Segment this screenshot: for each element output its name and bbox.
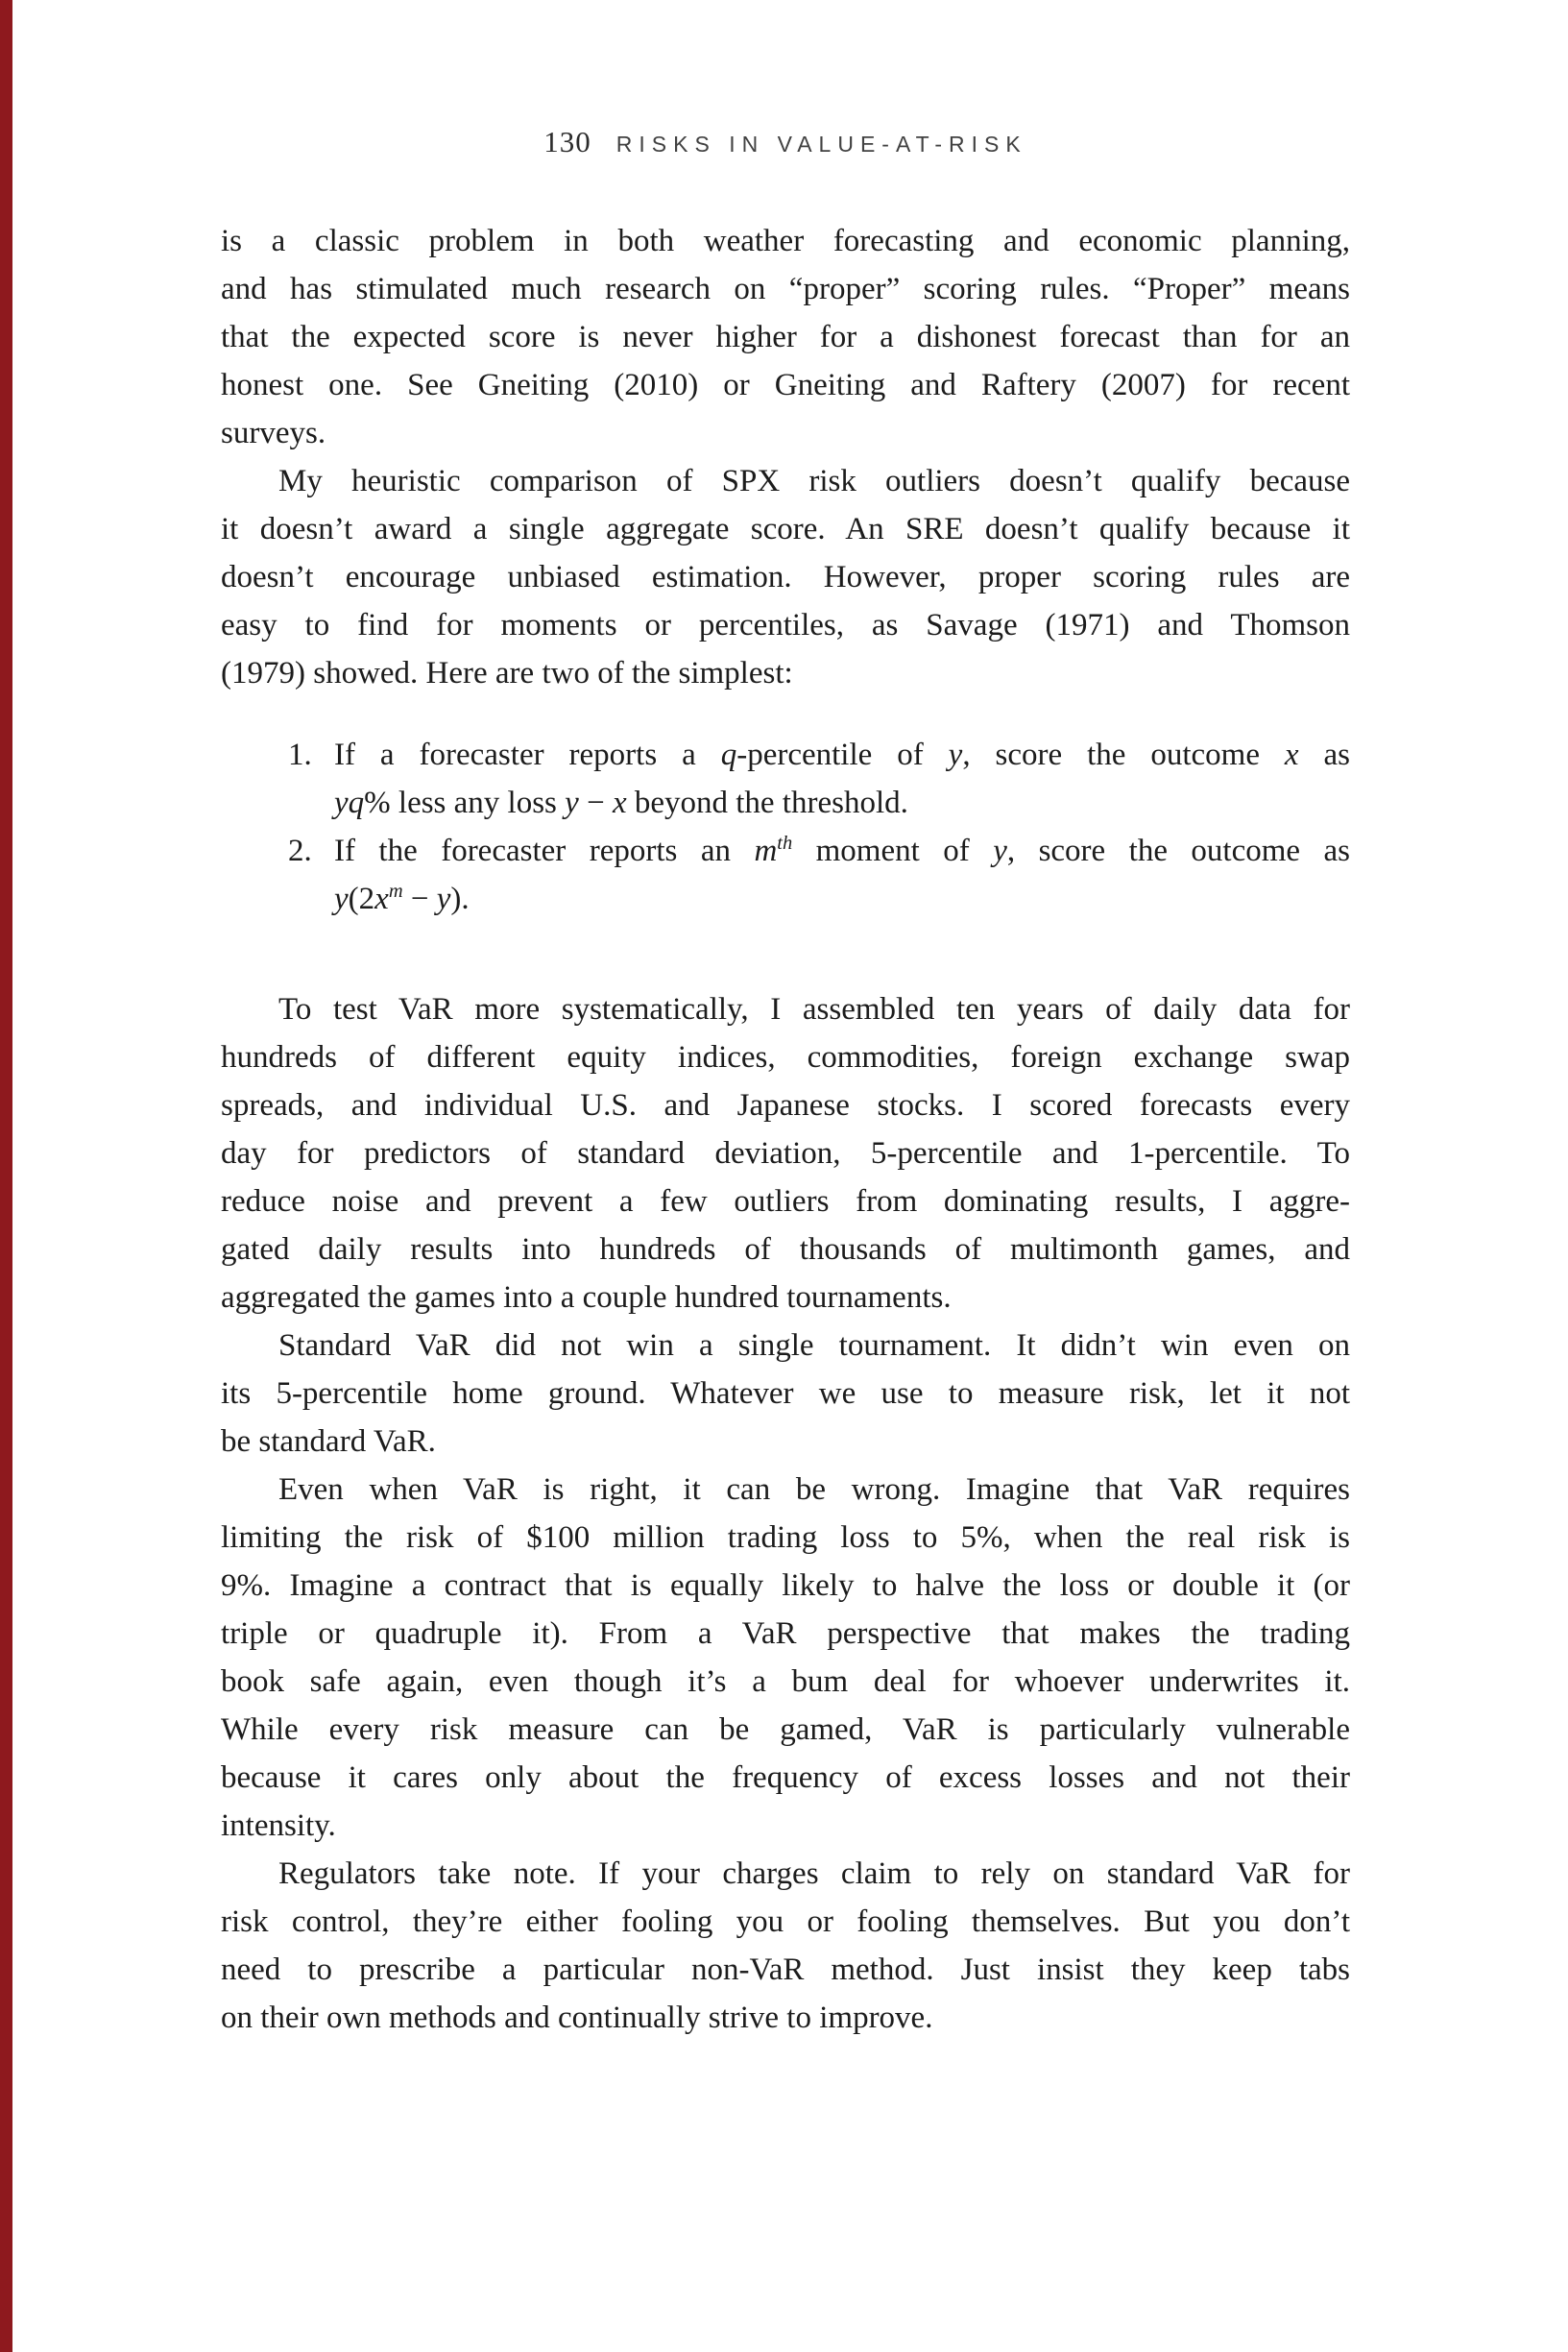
list-item: [221, 827, 1350, 923]
running-title: RISKS IN VALUE-AT-RISK: [615, 132, 1027, 157]
page-body-text: [221, 217, 1350, 2042]
text-line: While every risk measure can be gamed, VaR is particularly vulnerable: [221, 1712, 1350, 1747]
text-line: My heuristic comparison of SPX risk outliers doesn’t qualify because: [278, 464, 1350, 498]
page-header: [221, 125, 1350, 159]
text-line: easy to find for moments or percentiles, as Savage (1971) and Thomson: [221, 608, 1350, 643]
text-line: (1979) showed. Here are two of the simplest:: [221, 656, 793, 691]
text-line: its 5-percentile home ground. Whatever we use to measure risk, let it not: [221, 1376, 1350, 1411]
text-line: Standard VaR did not win a single tournament. It didn’t win even on: [278, 1328, 1350, 1363]
list-item: [221, 731, 1350, 827]
paragraph: [221, 457, 1350, 697]
text-line: book safe again, even though it’s a bum deal for whoever underwrites it.: [221, 1664, 1350, 1699]
page-number: 130: [543, 125, 591, 158]
text-line: because it cares only about the frequency of excess losses and not their: [221, 1760, 1350, 1795]
page-edge-red-strip: [0, 0, 12, 2352]
text-line: honest one. See Gneiting (2010) or Gneiting and Raftery (2007) for recent: [221, 368, 1350, 402]
text-line: is a classic problem in both weather forecasting and economic planning,: [221, 224, 1350, 258]
text-line: on their own methods and continually strive to improve.: [221, 2000, 933, 2035]
text-line: If a forecaster reports a q-percentile of y, score the outcome x as: [334, 738, 1350, 772]
text-line: 9%. Imagine a contract that is equally likely to halve the loss or double it (or: [221, 1568, 1350, 1603]
text-line: it doesn’t award a single aggregate score. An SRE doesn’t qualify because it: [221, 512, 1350, 546]
text-line: reduce noise and prevent a few outliers from dominating results, I aggre-: [221, 1184, 1350, 1219]
text-line: be standard VaR.: [221, 1424, 436, 1459]
text-line: surveys.: [221, 416, 326, 450]
paragraph: [221, 217, 1350, 457]
text-line: day for predictors of standard deviation, 5-percentile and 1-percentile. To: [221, 1136, 1350, 1171]
text-line: Regulators take note. If your charges claim to rely on standard VaR for: [278, 1856, 1350, 1891]
paragraph: [221, 1466, 1350, 1850]
text-line: that the expected score is never higher for a dishonest forecast than for an: [221, 320, 1350, 354]
text-line: spreads, and individual U.S. and Japanese stocks. I scored forecasts every: [221, 1088, 1350, 1123]
text-line: triple or quadruple it). From a VaR perspective that makes the trading: [221, 1616, 1350, 1651]
numbered-list: [221, 731, 1350, 923]
text-line: Even when VaR is right, it can be wrong. Imagine that VaR requires: [278, 1472, 1350, 1507]
text-line: yq% less any loss y − x beyond the threshold.: [334, 786, 908, 820]
text-line: doesn’t encourage unbiased estimation. However, proper scoring rules are: [221, 560, 1350, 594]
text-line: intensity.: [221, 1808, 336, 1843]
text-line: need to prescribe a particular non-VaR method. Just insist they keep tabs: [221, 1952, 1350, 1987]
text-line: hundreds of different equity indices, commodities, foreign exchange swap: [221, 1040, 1350, 1075]
text-line: risk control, they’re either fooling you or fooling themselves. But you don’t: [221, 1904, 1350, 1939]
paragraph: [221, 1321, 1350, 1466]
text-line: To test VaR more systematically, I assembled ten years of daily data for: [278, 992, 1350, 1027]
text-line: If the forecaster reports an $m^{th}$ moment of y, score the outcome as: [334, 833, 1350, 868]
paragraph: [221, 985, 1350, 1321]
list-item-number: 1.: [288, 738, 312, 772]
text-line: limiting the risk of $100 million trading loss to 5%, when the real risk is: [221, 1520, 1350, 1555]
text-line: gated daily results into hundreds of thousands of multimonth games, and: [221, 1232, 1350, 1267]
list-item-number: 2.: [288, 834, 312, 868]
paragraph: [221, 1850, 1350, 2042]
text-line: and has stimulated much research on “proper” scoring rules. “Proper” means: [221, 272, 1350, 306]
text-line: aggregated the games into a couple hundred tournaments.: [221, 1280, 952, 1315]
text-line: $y(2x^m - y)$.: [334, 881, 470, 916]
